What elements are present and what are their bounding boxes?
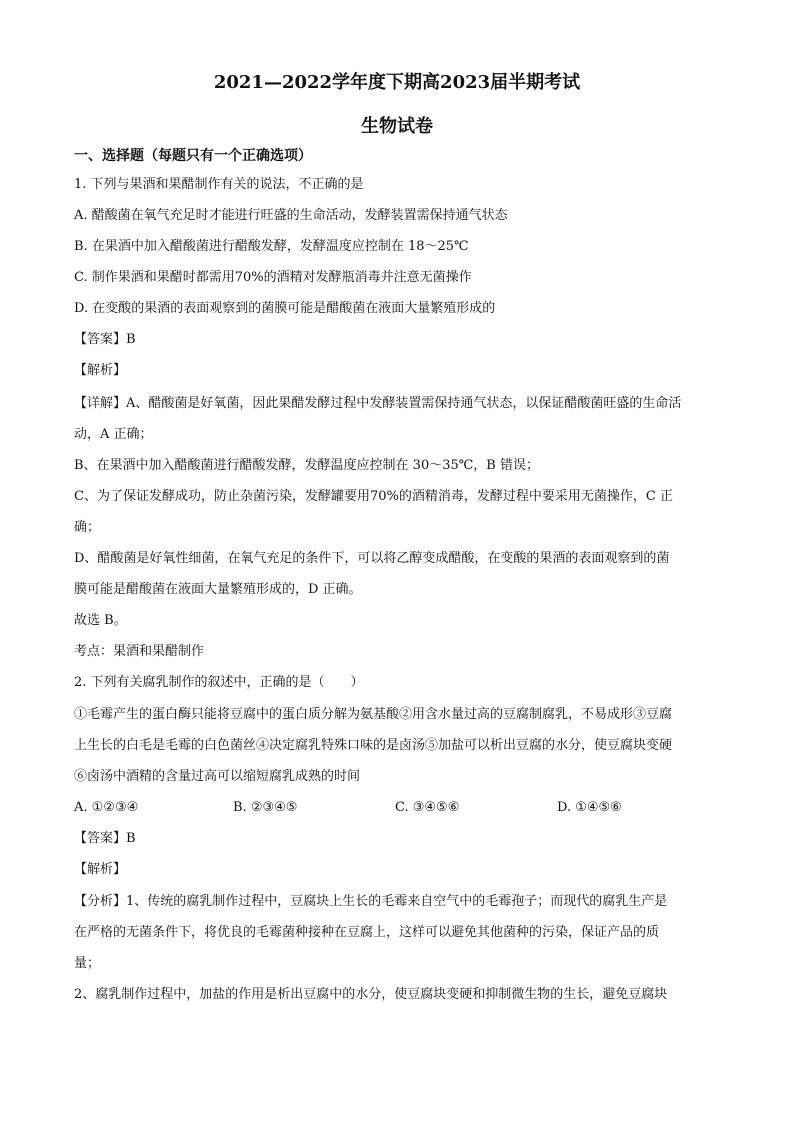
q1-explanation-line: 【详解】A、醋酸菌是好氧菌，因此果醋发酵过程中发酵装置需保持通气状态，以保证醋酸菌旺盛的生命活 [74,396,682,411]
q2-explanation-line: 【分析】1、传统的腐乳制作过程中，豆腐块上生长的毛霉来自空气中的毛霉孢子；而现代的腐乳生产是 [74,894,668,909]
q2-statement-line: ①毛霉产生的蛋白酶只能将豆腐中的蛋白质分解为氨基酸②用含水量过高的豆腐制腐乳，不易成形③豆腐 [74,707,673,722]
q1-explanation-line: D、醋酸菌是好氧性细菌，在氧气充足的条件下，可以将乙醇变成醋酸，在变酸的果酒的表面观察到的菌 [74,551,670,566]
q1-explanation-line: 膜可能是醋酸菌在液面大量繁殖形成的，D 正确。 [74,582,362,597]
q1-topic: 考点：果酒和果醋制作 [74,644,205,659]
section-heading: 一、选择题（每题只有一个正确选项） [74,148,312,164]
q1-option-b: B. 在果酒中加入醋酸菌进行醋酸发酵，发酵温度应控制在 18～25℃ [74,239,469,254]
q2-explanation-line: 量； [74,956,101,971]
q1-option-d: D. 在变酸的果酒的表面观察到的菌膜可能是醋酸菌在液面大量繁殖形成的 [74,301,496,316]
q1-stem: 1. 下列与果酒和果醋制作有关的说法，不正确的是 [74,177,364,192]
q1-explanation-line: 动，A 正确； [74,427,153,442]
q1-option-a: A. 醋酸菌在氧气充足时才能进行旺盛的生命活动，发酵装置需保持通气状态 [74,208,508,223]
q1-answer: 【答案】B [74,332,136,347]
q1-option-c: C. 制作果酒和果醋时都需用70%的酒精对发酵瓶消毒并注意无菌操作 [74,270,472,285]
q2-option-b: B. ②③④⑤ [233,800,298,815]
q2-option-d: D. ①④⑤⑥ [557,800,622,815]
q1-analysis-label: 【解析】 [74,363,127,378]
exam-subtitle: 生物试卷 [361,116,433,137]
q1-explanation-line: 确； [74,520,101,535]
q2-analysis-label: 【解析】 [74,862,127,877]
q2-stem: 2. 下列有关腐乳制作的叙述中，正确的是（ ） [74,675,364,690]
q2-explanation-line: 在严格的无菌条件下，将优良的毛霉菌种接种在豆腐上，这样可以避免其他菌种的污染，保证产品的质 [74,925,660,940]
q2-answer: 【答案】B [74,831,136,846]
q2-statement-line: ⑥卤汤中酒精的含量过高可以缩短腐乳成熟的时间 [74,769,361,784]
q2-option-c: C. ③④⑤⑥ [395,800,460,815]
q2-statement-line: 上生长的白毛是毛霉的白色菌丝④决定腐乳特殊口味的是卤汤⑤加盐可以析出豆腐的水分，使豆腐块变硬 [74,738,673,753]
q2-option-a: A. ①②③④ [74,800,139,815]
q1-explanation-line: B、在果酒中加入醋酸菌进行醋酸发酵，发酵温度应控制在 30～35℃，B 错误； [74,458,539,473]
q1-explanation-line: C、为了保证发酵成功，防止杂菌污染，发酵罐要用70%的酒精消毒，发酵过程中要采用无菌操作，C 正 [74,489,673,504]
q1-conclusion: 故选 B。 [74,613,127,628]
q2-explanation-line: 2、腐乳制作过程中，加盐的作用是析出豆腐中的水分，使豆腐块变硬和抑制微生物的生长，避免豆腐块 [74,987,668,1002]
exam-title: 2021—2022学年度下期高2023届半期考试 [213,72,581,93]
